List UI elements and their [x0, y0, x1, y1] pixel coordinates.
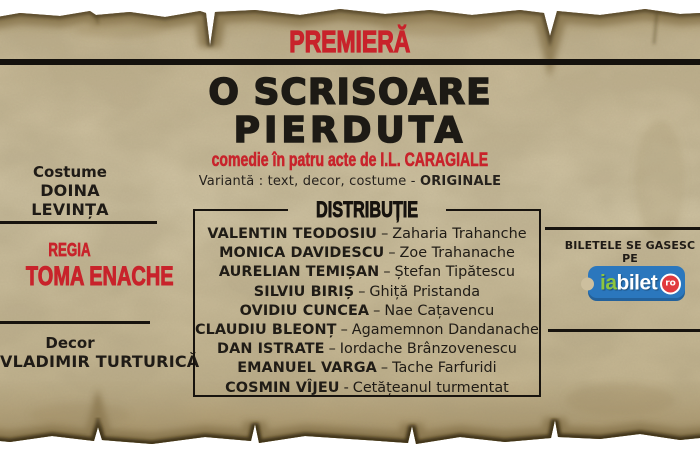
actor-name: MONICA DAVIDESCU	[219, 245, 385, 262]
role-name: Iordache Brânzovenescu	[339, 341, 517, 358]
director-name: TOMA ENACHE	[25, 261, 174, 291]
role-name: Ștefan Tipătescu	[394, 264, 516, 281]
cast-list	[195, 225, 539, 398]
iabilet-logo-text	[600, 272, 657, 293]
actor-name: OVIDIU CUNCEA	[239, 302, 370, 319]
logo-ia-text: ia	[600, 271, 617, 295]
actor-name: SILVIU BIRIȘ	[253, 283, 355, 300]
actor-name: COSMIN VÎJEU	[225, 379, 340, 396]
dash-separator: –	[383, 264, 391, 281]
distribution-box	[193, 197, 541, 397]
costume-designer-name: DOINA LEVINȚA	[31, 181, 109, 219]
cast-row	[195, 283, 539, 302]
cast-row	[195, 244, 539, 263]
decor-label: Decor	[45, 334, 95, 352]
role-name: Cetățeanul turmentat	[352, 379, 509, 396]
premiere-heading	[0, 24, 700, 60]
decor-designer-name: VLADIMIR TURTURICĂ	[0, 352, 200, 371]
actor-name: DAN ISTRATE	[217, 341, 325, 358]
dash-separator: –	[388, 245, 396, 262]
distribution-heading-text: DISTRIBUȚIE	[315, 197, 419, 222]
tickets-availability-label: BILETELE SE GASESC PE	[564, 239, 696, 265]
left-divider-top	[0, 221, 157, 224]
role-name: Nae Cațavencu	[384, 302, 495, 319]
cast-row	[195, 359, 539, 378]
show-title-line2: PIERDUTA	[233, 110, 467, 151]
role-name: Zoe Trahanache	[399, 245, 515, 262]
premiere-text: PREMIERĂ	[289, 24, 411, 59]
dash-separator: –	[381, 226, 389, 242]
role-name: Tache Farfuridi	[392, 360, 497, 377]
cast-row	[195, 302, 539, 321]
decor-credit	[0, 334, 200, 371]
distribution-heading	[288, 197, 446, 223]
costume-label: Costume	[33, 163, 107, 181]
actor-name: VALENTIN TEODOSIU	[207, 226, 378, 242]
dash-separator: –	[373, 302, 381, 319]
actor-name: AURELIAN TEMIȘAN	[218, 264, 380, 281]
director-label: REGIA	[48, 240, 92, 260]
dash-separator: -	[343, 379, 349, 396]
logo-bilet-text: bilet	[616, 271, 658, 295]
cast-row	[195, 321, 539, 340]
show-title-line1: O SCRISOARE	[208, 72, 492, 113]
costume-credit	[0, 163, 140, 219]
cast-row	[195, 263, 539, 282]
variant-prefix: Variantă : text, decor, costume -	[198, 174, 420, 189]
role-name: Ghiță Pristanda	[369, 283, 481, 300]
subtitle-text: comedie în patru acte de I.L. CARAGIALE	[211, 150, 489, 171]
right-divider-top	[545, 227, 700, 230]
dash-separator: –	[340, 322, 348, 339]
actor-name: EMANUEL VARGA	[237, 360, 377, 377]
dash-separator: –	[380, 360, 389, 377]
top-rule-bar	[0, 59, 700, 65]
actor-name: CLAUDIU BLEONȚ	[195, 322, 337, 339]
right-divider-bottom	[548, 329, 700, 332]
dash-separator: –	[358, 283, 366, 300]
role-name: Zaharia Trahanche	[392, 226, 527, 242]
cast-row	[195, 340, 539, 359]
iabilet-logo	[588, 266, 685, 301]
cast-row	[195, 379, 539, 398]
director-credit	[0, 240, 174, 292]
dash-separator: –	[328, 341, 336, 358]
role-name: Agamemnon Dandanache	[351, 322, 539, 339]
logo-ro-badge: ro	[660, 273, 681, 294]
ticket-notch-shape	[581, 277, 594, 290]
variant-emphasis: ORIGINALE	[419, 174, 502, 189]
cast-row	[195, 225, 539, 244]
left-divider-bottom	[0, 321, 150, 324]
